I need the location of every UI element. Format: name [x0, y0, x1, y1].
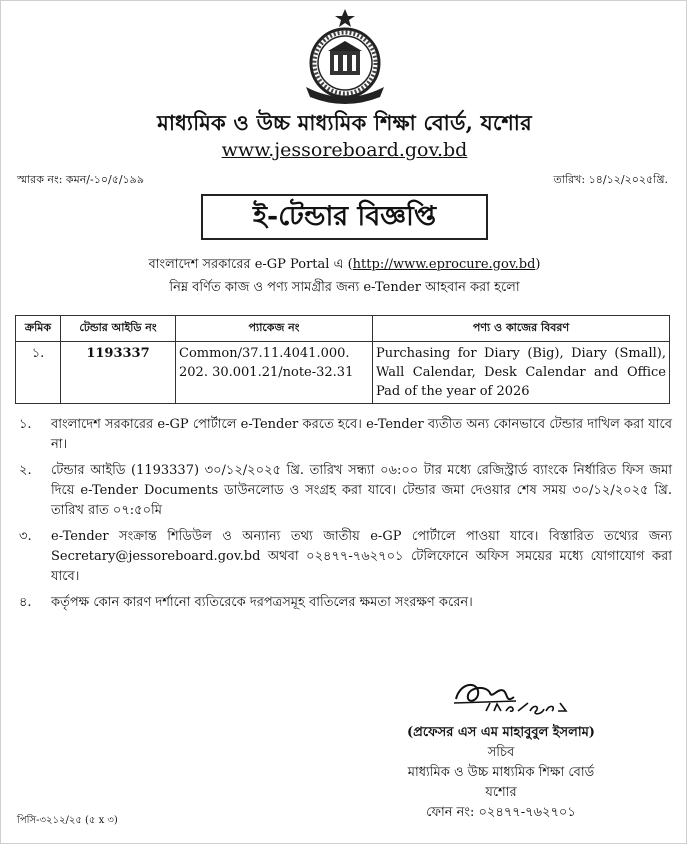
- signer-office: মাধ্যমিক ও উচ্চ মাধ্যমিক শিক্ষা বোর্ড: [407, 765, 595, 780]
- print-code: পিসি-৩২১২/২৫ (৫ x ৩): [17, 815, 118, 826]
- cell-package: Common/37.11.4041.000. 202. 30.001.21/note-32.31: [176, 342, 373, 404]
- note-text: বাংলাদেশ সরকারের e-GP পোর্টালে e-Tender করতে হবে। e-Tender ব্যতীত অন্য কোনভাবে টেন্ডার দাখিল করা যাবে না।: [51, 417, 672, 452]
- header-description: পণ্য ও কাজের বিবরণ: [373, 316, 670, 342]
- intro-suffix: ): [535, 257, 541, 272]
- notes-list: [17, 415, 672, 619]
- note-text: টেন্ডার আইডি (1193337) ৩০/১২/২০২৫ খ্রি. তারিখ সন্ধ্যা ০৬:০০ টার মধ্যে রেজিস্ট্রার্ড ব্যাংকে নির্ধারিত ফিস জমা দিয়ে e-Tender Documents ডাউনলোড ও সংগ্রহ করা যাবে। টেন্ডার জমা দেওয়ার শেষ সময় ৩০/১২/২০২৫ খ্রি. তারিখ রাত ০৭:৫০মি: [51, 463, 672, 518]
- note-number: ১.: [19, 417, 32, 432]
- table-header-row: [16, 316, 670, 342]
- organization-name: মাধ্যমিক ও উচ্চ মাধ্যমিক শিক্ষা বোর্ড, যশোর: [157, 110, 532, 135]
- notice-title: ই-টেন্ডার বিজ্ঞপ্তি: [201, 194, 488, 240]
- list-item: [17, 527, 672, 587]
- notice-date: তারিখ: ১৪/১২/২০২৫খ্রি.: [553, 173, 668, 186]
- note-text: e-Tender সংক্রান্ত শিডিউল ও অন্যান্য তথ্য জাতীয় e-GP পোর্টালে পাওয়া যাবে। বিস্তারিত তথ্যের জন্য Secretary@jessoreboard.gov.bd অথবা ০২৪৭৭-৭৬২৭০১ টেলিফোনে অফিস সময়ের মধ্যে যোগাযোগ করা যাবে।: [51, 529, 672, 584]
- signer-block: [341, 723, 661, 823]
- cell-serial: ১.: [16, 342, 61, 404]
- list-item: [17, 461, 672, 521]
- header-package: প্যাকেজ নং: [176, 316, 373, 342]
- intro-line-1: [1, 255, 687, 276]
- eprocure-link[interactable]: http://www.eprocure.gov.bd: [352, 257, 536, 272]
- signer-city: যশোর: [485, 785, 517, 800]
- board-emblem-logo: [290, 7, 400, 105]
- cell-tender-id: 1193337: [61, 342, 176, 404]
- memo-number: স্মারক নং: কমন/-১০/৫/১৯৯: [17, 173, 144, 186]
- note-number: ৪.: [19, 595, 32, 610]
- table-row: [16, 342, 670, 404]
- cell-description: Purchasing for Diary (Big), Diary (Small), Wall Calendar, Desk Calendar and Office Pad of the year of 2026: [373, 342, 670, 404]
- signer-name: (প্রফেসর এস এম মাহাবুবুল ইসলাম): [407, 725, 595, 740]
- note-number: ৩.: [19, 529, 32, 544]
- note-text: কর্তৃপক্ষ কোন কারণ দর্শানো ব্যতিরেকে দরপত্রসমূহ বাতিলের ক্ষমতা সংরক্ষণ করেন।: [51, 595, 473, 610]
- intro-line-2: নিম্ন বর্ণিত কাজ ও পণ্য সামগ্রীর জন্য e-Tender আহবান করা হলো: [169, 280, 520, 295]
- note-number: ২.: [19, 463, 32, 478]
- signer-designation: সচিব: [487, 745, 515, 760]
- handwritten-signature: [446, 673, 596, 721]
- tender-table: [15, 315, 670, 404]
- website-url[interactable]: www.jessoreboard.gov.bd: [221, 139, 468, 161]
- list-item: [17, 415, 672, 455]
- header-tender-id: টেন্ডার আইডি নং: [61, 316, 176, 342]
- signer-phone: ফোন নং: ০২৪৭৭-৭৬২৭০১: [426, 805, 576, 820]
- intro-prefix: বাংলাদেশ সরকারের e-GP Portal এ (: [148, 257, 353, 272]
- header-serial: ক্রমিক: [16, 316, 61, 342]
- list-item: [17, 593, 672, 613]
